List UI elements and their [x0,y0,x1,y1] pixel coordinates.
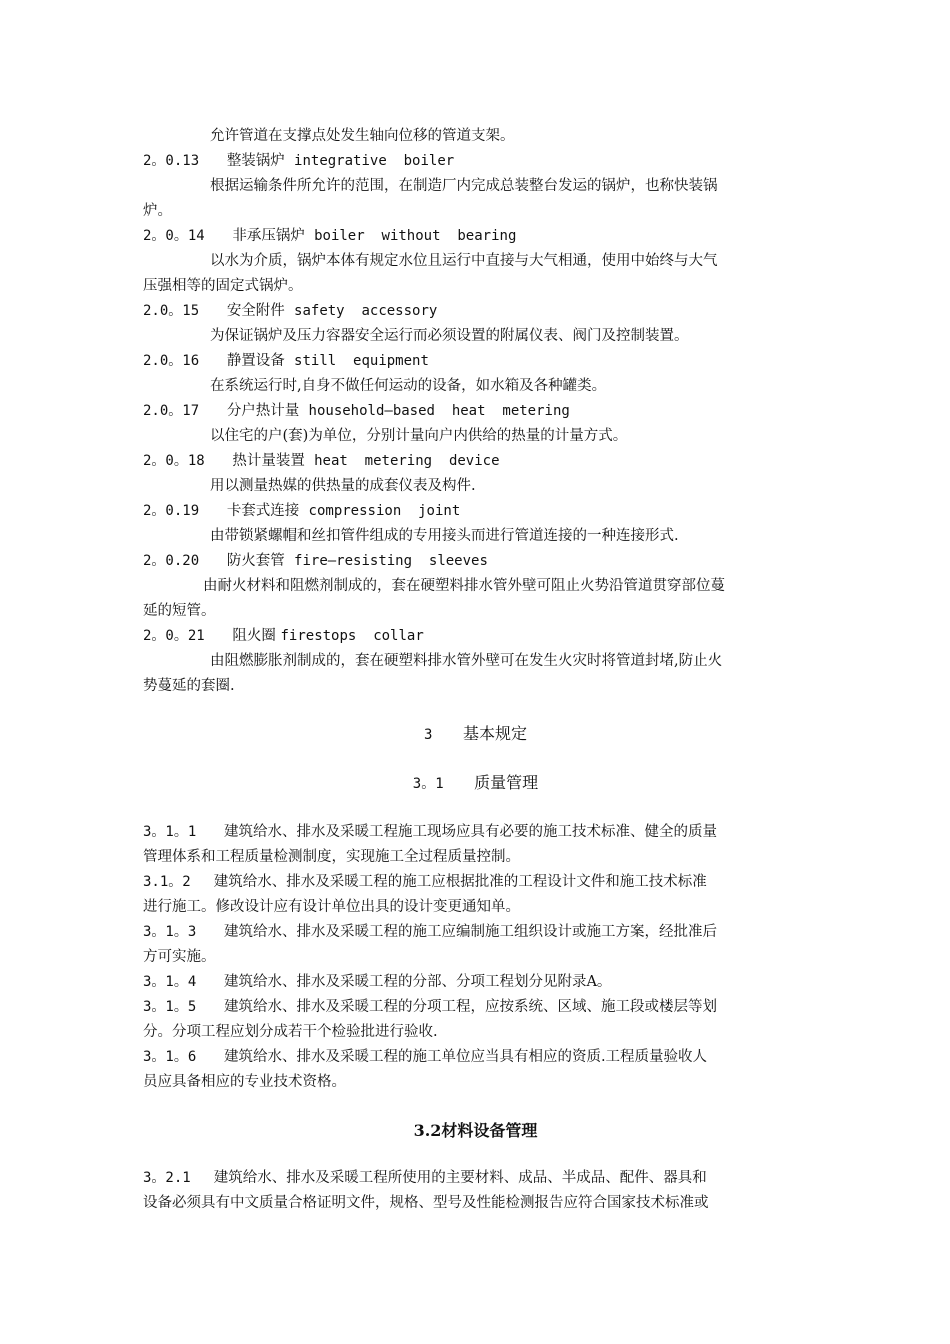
term-en: safety accessory [294,303,438,319]
document-page [143,124,808,1216]
term-2-0-19 [143,499,808,524]
term-cn: 安全附件 [226,303,285,319]
clause-number: 3。1。1 [143,824,197,840]
term-number: 2.0。15 [143,303,200,319]
clause-text: 建筑给水、排水及采暖工程施工现场应具有必要的施工技术标准、健全的质量 [223,824,717,840]
chapter-heading [143,721,808,748]
term-2-0-15 [143,299,808,324]
term-cn: 非承压锅炉 [232,228,305,244]
section-number: 3。1 [412,776,444,792]
term-en: firestops collar [280,628,424,644]
definition-line: 由带锁紧螺帽和丝扣管件组成的专用接头而进行管道连接的一种连接形式. [210,528,679,544]
definition-line: 势蔓延的套圈. [143,678,235,694]
term-en: boiler without bearing [314,228,517,244]
section-heading-3-1 [143,770,808,797]
definition-line: 用以测量热媒的供热量的成套仪表及构件. [210,478,476,494]
definition-line: 根据运输条件所允许的范围，在制造厂内完成总装整台发运的锅炉，也称快装锅 [210,178,718,194]
term-number: 2.0。17 [143,403,200,419]
term-number: 2。0。14 [143,228,205,244]
term-2-0-17 [143,399,808,424]
term-number: 2。0.20 [143,553,200,569]
clause-text: 建筑给水、排水及采暖工程的施工应编制施工组织设计或施工方案，经批准后 [223,924,717,940]
definition-line: 延的短管。 [143,603,216,619]
clause-3-1-4 [143,970,808,995]
term-cn: 静置设备 [226,353,285,369]
clause-number: 3。1。5 [143,999,197,1015]
clause-3-1-5 [143,995,808,1020]
section-heading-3-2: 3.2材料设备管理 [413,1121,538,1140]
term-en: heat metering device [314,453,500,469]
term-cn: 热计量装置 [232,453,305,469]
chapter-number: 3 [424,727,433,743]
term-2-0-18 [143,449,808,474]
term-2-0-13 [143,149,808,174]
term-en: household—based heat metering [308,403,570,419]
term-2-0-20 [143,549,808,574]
term-cn: 分户热计量 [226,403,300,419]
clause-number: 3。1。4 [143,974,197,990]
clause-3-1-6 [143,1045,808,1070]
term-cn: 整装锅炉 [226,153,285,169]
definition-line: 以水为介质，锅炉本体有规定水位且运行中直接与大气相通，使用中始终与大气 [210,253,718,269]
clause-text: 建筑给水、排水及采暖工程的施工单位应当具有相应的资质.工程质量验收人 [223,1049,708,1065]
definition-line: 压强相等的固定式锅炉。 [143,278,303,294]
term-cn: 阻火圈 [232,628,276,644]
clause-number: 3。2.1 [143,1170,191,1186]
clause-3-1-3 [143,920,808,945]
clause-number: 3。1。3 [143,924,197,940]
text-line: 允许管道在支撑点处发生轴向位移的管道支架。 [210,128,515,144]
term-en: integrative boiler [294,153,455,169]
clause-3-1-1 [143,820,808,845]
definition-line: 由耐火材料和阻燃剂制成的，套在硬塑料排水管外壁可阻止火势沿管道贯穿部位蔓 [203,578,725,594]
clause-text-cont: 设备必须具有中文质量合格证明文件，规格、型号及性能检测报告应符合国家技术标准或 [143,1195,709,1211]
term-number: 2。0.13 [143,153,200,169]
clause-text-cont: 管理体系和工程质量检测制度，实现施工全过程质量控制。 [143,849,520,865]
clause-number: 3。1。6 [143,1049,197,1065]
term-en: still equipment [294,353,429,369]
section-title: 质量管理 [474,773,539,792]
clause-text: 建筑给水、排水及采暖工程所使用的主要材料、成品、半成品、配件、器具和 [213,1170,707,1186]
clause-text-cont: 方可实施。 [143,949,216,965]
definition-line: 炉。 [143,203,172,219]
term-en: fire—resisting sleeves [294,553,488,569]
clause-3-2-1 [143,1166,808,1191]
clause-text: 建筑给水、排水及采暖工程的施工应根据批准的工程设计文件和施工技术标准 [213,874,707,890]
clause-text-cont: 分。分项工程应划分成若干个检验批进行验收. [143,1024,438,1040]
definition-line: 以住宅的户(套)为单位，分别计量向户内供给的热量的计量方式。 [210,428,628,444]
clause-text-cont: 员应具备相应的专业技术资格。 [143,1074,346,1090]
term-2-0-16 [143,349,808,374]
term-2-0-14 [143,224,808,249]
term-number: 2。0.19 [143,503,200,519]
definition-line: 在系统运行时,自身不做任何运动的设备，如水箱及各种罐类。 [210,378,607,394]
term-number: 2.0。16 [143,353,200,369]
term-2-0-21 [143,624,808,649]
chapter-title: 基本规定 [462,724,527,743]
term-en: compression joint [308,503,461,519]
term-number: 2。0。18 [143,453,205,469]
clause-text: 建筑给水、排水及采暖工程的分项工程，应按系统、区域、施工段或楼层等划 [223,999,717,1015]
term-cn: 防火套管 [226,553,285,569]
term-number: 2。0。21 [143,628,205,644]
clause-number: 3.1。2 [143,874,191,890]
term-cn: 卡套式连接 [226,503,300,519]
definition-line: 为保证锅炉及压力容器安全运行而必须设置的附属仪表、阀门及控制装置。 [210,328,689,344]
clause-text-cont: 进行施工。修改设计应有设计单位出具的设计变更通知单。 [143,899,520,915]
clause-text: 建筑给水、排水及采暖工程的分部、分项工程划分见附录A。 [223,974,612,990]
clause-3-1-2 [143,870,808,895]
definition-line: 由阻燃膨胀剂制成的，套在硬塑料排水管外壁可在发生火灾时将管道封堵,防止火 [210,653,723,669]
